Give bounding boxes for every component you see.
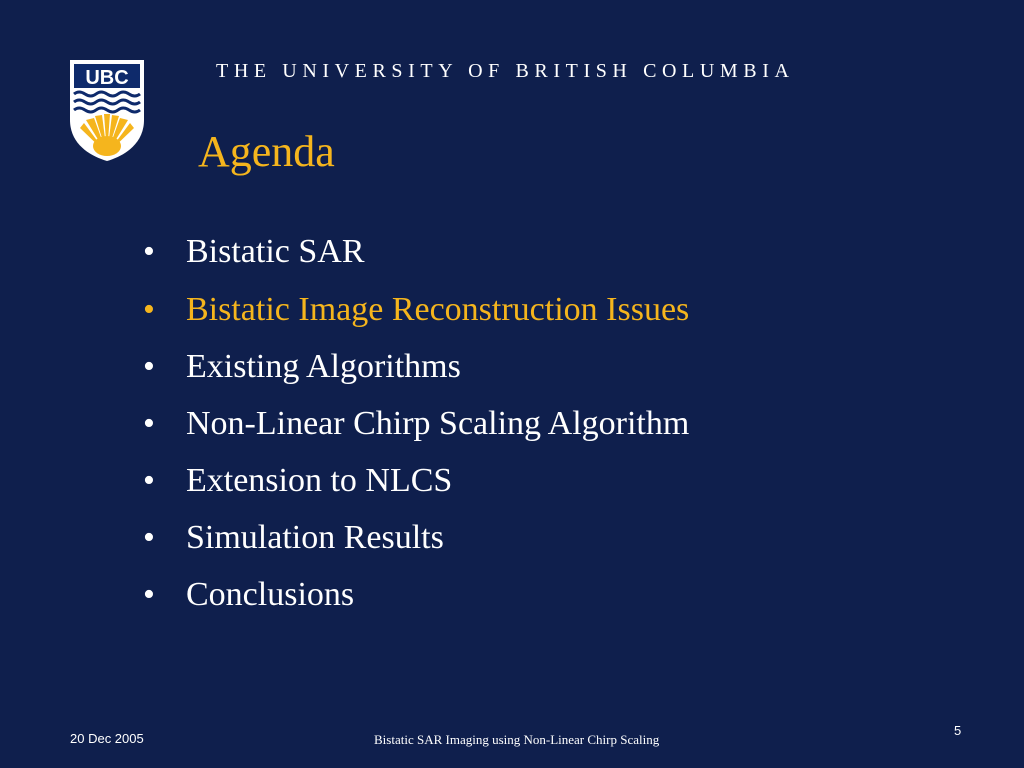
bullet-icon: •: [143, 233, 155, 270]
page-title: Agenda: [198, 127, 335, 176]
footer-date: 20 Dec 2005: [70, 731, 144, 746]
agenda-item-text: Extension to NLCS: [186, 462, 453, 499]
bullet-icon: •: [143, 291, 155, 328]
university-name: THE UNIVERSITY OF BRITISH COLUMBIA: [216, 60, 795, 82]
page-number: 5: [954, 723, 962, 738]
agenda-item-text: Conclusions: [186, 576, 355, 613]
bullet-icon: •: [143, 348, 155, 385]
footer-title: Bistatic SAR Imaging using Non-Linear Chirp Scaling: [374, 732, 660, 747]
bullet-icon: •: [143, 519, 155, 556]
agenda-item-text: Bistatic Image Reconstruction Issues: [186, 291, 690, 328]
bullet-icon: •: [143, 576, 155, 613]
agenda-item-text: Non-Linear Chirp Scaling Algorithm: [186, 405, 690, 442]
bullet-icon: •: [143, 462, 155, 499]
agenda-item-text: Existing Algorithms: [186, 348, 461, 385]
agenda-item-text: Simulation Results: [186, 519, 444, 556]
bullet-icon: •: [143, 405, 155, 442]
ubc-logo: [68, 58, 146, 162]
logo-text: UBC: [85, 67, 129, 89]
agenda-item-text: Bistatic SAR: [186, 233, 365, 270]
